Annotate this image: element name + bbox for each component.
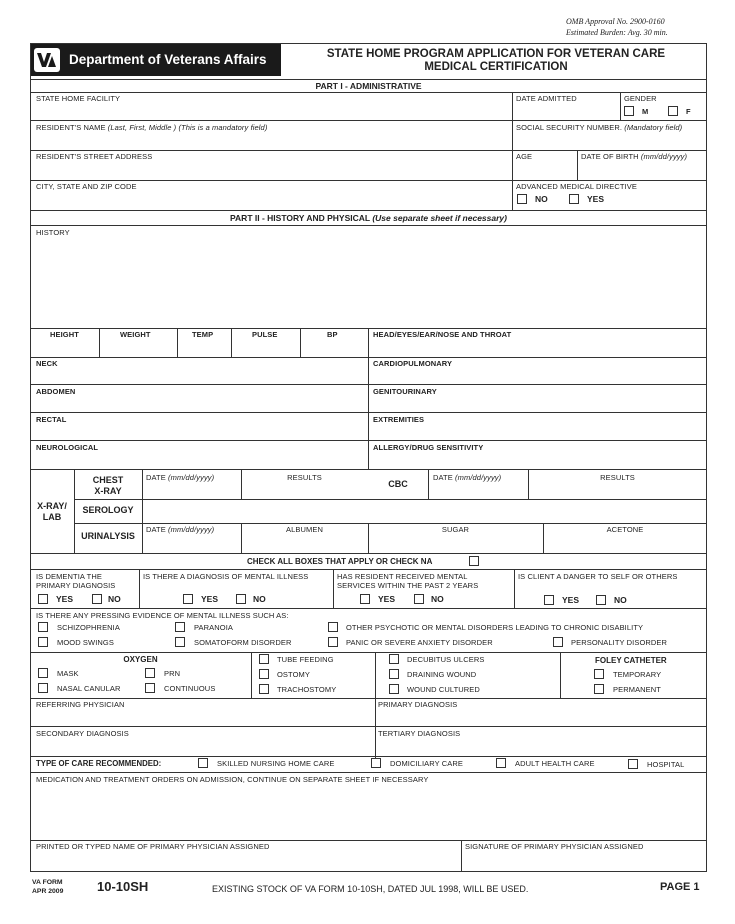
other-psychotic-checkbox[interactable] — [328, 622, 338, 632]
date-admitted-label: DATE ADMITTED — [516, 94, 577, 103]
tertiary-diagnosis-label: TERTIARY DIAGNOSIS — [378, 729, 461, 738]
serology-label: SEROLOGY — [82, 505, 134, 515]
mood-swings-label: MOOD SWINGS — [57, 638, 114, 647]
permanent-label: PERMANENT — [613, 685, 661, 694]
nasal-canular-label: NASAL CANULAR — [57, 684, 121, 693]
wound-cultured-checkbox[interactable] — [389, 684, 399, 694]
street-address-label: RESIDENT'S STREET ADDRESS — [36, 152, 153, 161]
amd-no-label: NO — [535, 194, 548, 204]
domiciliary-checkbox[interactable] — [371, 758, 381, 768]
ssn-label: SOCIAL SECURITY NUMBER. (Mandatory field) — [516, 123, 683, 132]
domiciliary-label: DOMICILIARY CARE — [390, 759, 464, 768]
draining-wound-checkbox[interactable] — [389, 669, 399, 679]
mental-dx-no-label: NO — [253, 594, 266, 604]
dementia-label-1: IS DEMENTIA THE — [36, 572, 102, 581]
va-form-label: VA FORM — [32, 879, 63, 886]
skilled-nursing-checkbox[interactable] — [198, 758, 208, 768]
schizophrenia-label: SCHIZOPHRENIA — [57, 623, 120, 632]
foley-catheter-label: FOLEY CATHETER — [595, 656, 667, 665]
weight-label: WEIGHT — [120, 330, 151, 339]
mask-checkbox[interactable] — [38, 668, 48, 678]
xray-lab-label-2: LAB — [42, 512, 62, 522]
abdomen-label: ABDOMEN — [36, 387, 76, 396]
check-all-label: CHECK ALL BOXES THAT APPLY OR CHECK NA — [247, 557, 433, 566]
sugar-label: SUGAR — [441, 525, 470, 534]
pressing-evidence-label: IS THERE ANY PRESSING EVIDENCE OF MENTAL ILLNESS SUCH AS: — [36, 611, 289, 620]
mask-label: MASK — [57, 669, 79, 678]
neck-label: NECK — [36, 359, 58, 368]
dob-label: DATE OF BIRTH (mm/dd/yyyy) — [581, 152, 688, 161]
page-number: PAGE 1 — [660, 881, 700, 893]
part1-heading: PART I - ADMINISTRATIVE — [315, 81, 422, 91]
printed-name-label: PRINTED OR TYPED NAME OF PRIMARY PHYSICIAN ASSIGNED — [36, 842, 270, 851]
services-label-1: HAS RESIDENT RECEIVED MENTAL — [337, 572, 468, 581]
prn-label: PRN — [164, 669, 181, 678]
extremities-label: EXTREMITIES — [373, 415, 425, 424]
cardiopulmonary-label: CARDIOPULMONARY — [373, 359, 453, 368]
secondary-diagnosis-label: SECONDARY DIAGNOSIS — [36, 729, 129, 738]
amd-yes-checkbox[interactable] — [569, 194, 579, 204]
cbc-date-label: DATE (mm/dd/yyyy) — [433, 473, 502, 482]
mental-dx-label: IS THERE A DIAGNOSIS OF MENTAL ILLNESS — [143, 572, 309, 581]
state-home-facility-label: STATE HOME FACILITY — [36, 94, 121, 103]
decubitus-label: DECUBITUS ULCERS — [407, 655, 485, 664]
danger-no-checkbox[interactable] — [596, 595, 606, 605]
temporary-checkbox[interactable] — [594, 669, 604, 679]
gender-label: GENDER — [624, 94, 657, 103]
allergy-label: ALLERGY/DRUG SENSITIVITY — [373, 443, 484, 452]
form-date-label: APR 2009 — [32, 888, 64, 895]
wound-cultured-label: WOUND CULTURED — [407, 685, 480, 694]
services-no-checkbox[interactable] — [414, 594, 424, 604]
existing-stock-note: EXISTING STOCK OF VA FORM 10-10SH, DATED JUL 1998, WILL BE USED. — [212, 884, 529, 894]
personality-checkbox[interactable] — [553, 637, 563, 647]
rectal-label: RECTAL — [36, 415, 67, 424]
prn-checkbox[interactable] — [145, 668, 155, 678]
tube-feeding-label: TUBE FEEDING — [277, 655, 334, 664]
age-label: AGE — [516, 152, 533, 161]
cbc-label: CBC — [388, 479, 408, 489]
mental-dx-yes-checkbox[interactable] — [183, 594, 193, 604]
paranoia-label: PARANOIA — [194, 623, 234, 632]
schizophrenia-checkbox[interactable] — [38, 622, 48, 632]
dementia-yes-label: YES — [56, 594, 74, 604]
panic-checkbox[interactable] — [328, 637, 338, 647]
urinalysis-date-label: DATE (mm/dd/yyyy) — [146, 525, 215, 534]
omb-approval: OMB Approval No. 2900-0160 — [566, 17, 665, 26]
somatoform-checkbox[interactable] — [175, 637, 185, 647]
genitourinary-label: GENITOURINARY — [373, 387, 437, 396]
gender-m-label: M — [642, 107, 649, 116]
history-label: HISTORY — [36, 228, 70, 237]
city-state-zip-label: CITY, STATE AND ZIP CODE — [36, 182, 137, 191]
amd-yes-label: YES — [587, 194, 605, 204]
va-logo-banner — [31, 44, 281, 76]
form-title: STATE HOME PROGRAM APPLICATION FOR VETERAN CARE — [326, 48, 666, 60]
adult-health-checkbox[interactable] — [496, 758, 506, 768]
height-label: HEIGHT — [50, 330, 79, 339]
gender-m-checkbox[interactable] — [624, 106, 634, 116]
temp-label: TEMP — [192, 330, 214, 339]
mental-dx-no-checkbox[interactable] — [236, 594, 246, 604]
skilled-nursing-label: SKILLED NURSING HOME CARE — [217, 759, 335, 768]
primary-diagnosis-label: PRIMARY DIAGNOSIS — [378, 700, 458, 709]
dementia-label-2: PRIMARY DIAGNOSIS — [36, 581, 116, 590]
type-of-care-label: TYPE OF CARE RECOMMENDED: — [36, 759, 162, 768]
draining-wound-label: DRAINING WOUND — [407, 670, 477, 679]
adult-health-label: ADULT HEALTH CARE — [515, 759, 595, 768]
nasal-canular-checkbox[interactable] — [38, 683, 48, 693]
chest-label-1: CHEST — [92, 475, 124, 485]
services-no-label: NO — [431, 594, 444, 604]
dementia-no-label: NO — [108, 594, 121, 604]
gender-f-label: F — [686, 107, 691, 116]
chest-date-label: DATE (mm/dd/yyyy) — [146, 473, 215, 482]
other-psychotic-label: OTHER PSYCHOTIC OR MENTAL DISORDERS LEADING TO CHRONIC DISABILITY — [346, 623, 644, 632]
form-number: 10-10SH — [97, 879, 149, 894]
decubitus-checkbox[interactable] — [389, 654, 399, 664]
danger-yes-label: YES — [562, 595, 580, 605]
chest-label-2: X-RAY — [94, 486, 122, 496]
form-subtitle: MEDICAL CERTIFICATION — [424, 61, 568, 73]
acetone-label: ACETONE — [606, 525, 644, 534]
ostomy-label: OSTOMY — [277, 670, 310, 679]
amd-no-checkbox[interactable] — [517, 194, 527, 204]
permanent-checkbox[interactable] — [594, 684, 604, 694]
albumen-label: ALBUMEN — [286, 525, 323, 534]
agency-name: Department of Veterans Affairs — [69, 52, 267, 67]
hospital-checkbox[interactable] — [628, 759, 638, 769]
cbc-results-label: RESULTS — [600, 473, 635, 482]
temporary-label: TEMPORARY — [613, 670, 662, 679]
dementia-yes-checkbox[interactable] — [38, 594, 48, 604]
pulse-label: PULSE — [252, 330, 278, 339]
neurological-label: NEUROLOGICAL — [36, 443, 99, 452]
xray-lab-label-1: X-RAY/ — [37, 501, 67, 511]
hospital-label: HOSPITAL — [647, 760, 685, 769]
trachostomy-checkbox[interactable] — [259, 684, 269, 694]
part2-heading: PART II - HISTORY AND PHYSICAL (Use separate sheet if necessary) — [230, 213, 507, 223]
services-label-2: SERVICES WITHIN THE PAST 2 YEARS — [337, 581, 479, 590]
paranoia-checkbox[interactable] — [175, 622, 185, 632]
oxygen-label: OXYGEN — [123, 655, 158, 664]
mental-dx-yes-label: YES — [201, 594, 219, 604]
resident-name-label: RESIDENT'S NAME (Last, First, Middle ) (This is a mandatory field) — [36, 123, 268, 132]
continuous-checkbox[interactable] — [145, 683, 155, 693]
danger-no-label: NO — [614, 595, 627, 605]
amd-label: ADVANCED MEDICAL DIRECTIVE — [516, 182, 637, 191]
trachostomy-label: TRACHOSTOMY — [277, 685, 337, 694]
omb-burden: Estimated Burden: Avg. 30 min. — [566, 28, 668, 37]
personality-label: PERSONALITY DISORDER — [571, 638, 668, 647]
services-yes-checkbox[interactable] — [360, 594, 370, 604]
va-seal-icon — [34, 48, 60, 72]
continuous-label: CONTINUOUS — [164, 684, 216, 693]
referring-physician-label: REFERRING PHYSICIAN — [36, 700, 125, 709]
check-na-checkbox[interactable] — [469, 556, 479, 566]
danger-label: IS CLIENT A DANGER TO SELF OR OTHERS — [518, 572, 678, 581]
medication-orders-label: MEDICATION AND TREATMENT ORDERS ON ADMISSION, CONTINUE ON SEPARATE SHEET IF NECESSARY — [36, 775, 429, 784]
urinalysis-label: URINALYSIS — [81, 531, 135, 541]
ostomy-checkbox[interactable] — [259, 669, 269, 679]
panic-label: PANIC OR SEVERE ANXIETY DISORDER — [346, 638, 493, 647]
heent-label: HEAD/EYES/EAR/NOSE AND THROAT — [373, 330, 512, 339]
dementia-no-checkbox[interactable] — [92, 594, 102, 604]
somatoform-label: SOMATOFORM DISORDER — [194, 638, 292, 647]
mood-swings-checkbox[interactable] — [38, 637, 48, 647]
danger-yes-checkbox[interactable] — [544, 595, 554, 605]
gender-f-checkbox[interactable] — [668, 106, 678, 116]
services-yes-label: YES — [378, 594, 396, 604]
bp-label: BP — [327, 330, 338, 339]
signature-label: SIGNATURE OF PRIMARY PHYSICIAN ASSIGNED — [465, 842, 644, 851]
tube-feeding-checkbox[interactable] — [259, 654, 269, 664]
chest-results-label: RESULTS — [287, 473, 322, 482]
